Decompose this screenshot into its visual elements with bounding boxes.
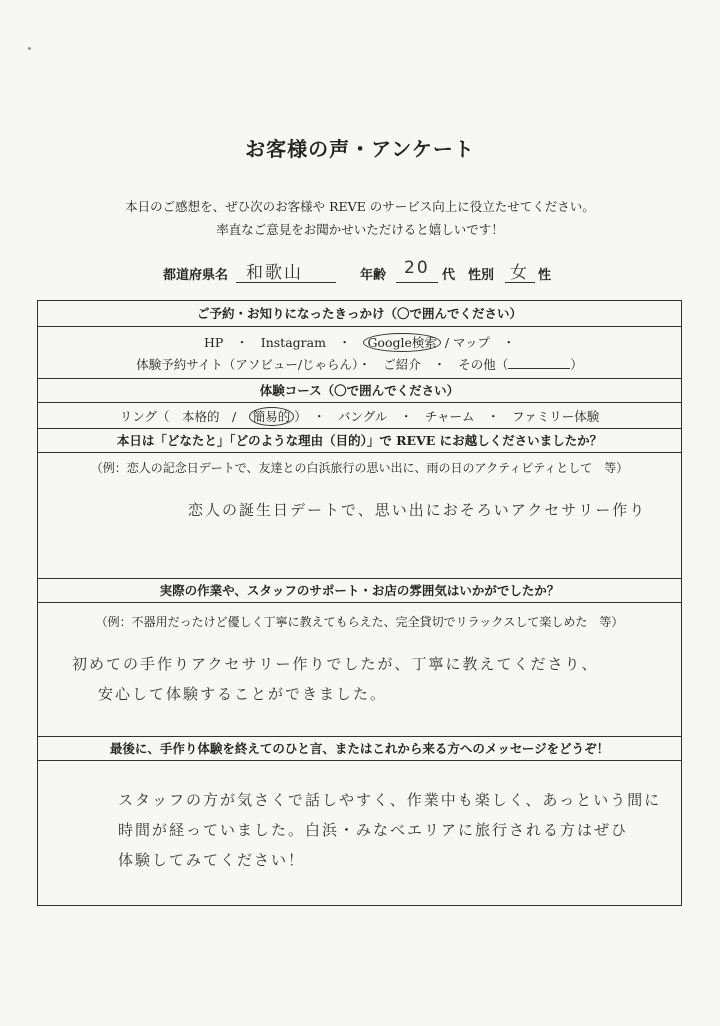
q1-options-line1-b: / マップ ・ xyxy=(440,335,516,350)
q4-header: 実際の作業や、スタッフのサポート・お店の雰囲気はいかがでしたか？ xyxy=(38,579,681,603)
age-label: 年齢 xyxy=(360,268,387,283)
q2-options-line-a: リング（ 本格的 / xyxy=(119,409,249,424)
survey-table xyxy=(37,300,682,906)
q2-options xyxy=(38,403,681,429)
paper-speck xyxy=(28,47,31,50)
q1-options-line1-a: HP ・ Instagram ・ xyxy=(203,335,364,350)
q1-header: ご予約・お知りになったきっかけ（〇で囲んでください） xyxy=(38,301,681,327)
respondent-info xyxy=(0,258,720,286)
q2-header: 体験コース（〇で囲んでください） xyxy=(38,379,681,403)
age-value: 20 xyxy=(404,258,430,278)
age-suffix: 代 xyxy=(442,268,456,283)
intro-line-1: 本日のご感想を、ぜひ次のお客様や REVE のサービス向上に役立たせてください。 xyxy=(125,199,595,214)
intro-line-2: 率直なご意見をお聞かせいただけると嬉しいです！ xyxy=(216,222,504,237)
prefecture-value: 和歌山 xyxy=(246,263,303,283)
q4-answer-line-1: 初めての手作りアクセサリー作りでしたが、丁寧に教えてくださり、 xyxy=(72,655,599,673)
q2-options-line-b: ） ・ バングル ・ チャーム ・ ファミリー体験 xyxy=(294,409,600,424)
q5-answer-line-2: 時間が経っていました。白浜・みなべエリアに旅行される方はぜひ xyxy=(118,821,629,839)
q2-option-simple-circled: 簡易的 xyxy=(249,407,295,426)
gender-label: 性別 xyxy=(468,268,495,283)
q5-answer-line-3: 体験してみてください！ xyxy=(118,851,306,869)
q3-example: （例：恋人の記念日デートで、友達との白浜旅行の思い出に、雨の日のアクティビティとして 等） xyxy=(90,461,629,475)
gender-value: 女 xyxy=(510,263,529,283)
q5-answer-line-1: スタッフの方が気さくで話しやすく、作業中も楽しく、あっという間に xyxy=(118,791,662,809)
gender-suffix: 性 xyxy=(538,268,552,283)
q3-answer: 恋人の誕生日デートで、思い出におそろいアクセサリー作り xyxy=(188,501,647,519)
q4-answer-line-2: 安心して体験することができました。 xyxy=(98,685,388,703)
age-underline xyxy=(396,282,438,283)
q4-example: （例：不器用だったけど優しく丁寧に教えてもらえた、完全貸切でリラックスして楽しめた 等） xyxy=(95,615,624,629)
q5-header: 最後に、手作り体験を終えてのひと言、またはこれから来る方へのメッセージをどうぞ！ xyxy=(38,737,681,761)
q1-other-blank xyxy=(508,358,570,369)
q1-options xyxy=(38,327,681,379)
q5-answer-area xyxy=(38,761,681,905)
page-title: お客様の声・アンケート xyxy=(245,137,475,161)
q3-header: 本日は「どなたと」「どのような理由（目的）」で REVE にお越しくださいましたか？ xyxy=(38,429,681,453)
q4-answer-area xyxy=(38,603,681,737)
q1-option-google-search-circled: Google検索 xyxy=(363,333,440,352)
q3-answer-area xyxy=(38,453,681,579)
prefecture-label: 都道府県名 xyxy=(163,268,229,283)
q1-options-line2-a: 体験予約サイト（アソビュー/じゃらん）・ ご紹介 ・ その他（ xyxy=(136,357,509,372)
q1-options-line2-b: ） xyxy=(570,357,583,372)
